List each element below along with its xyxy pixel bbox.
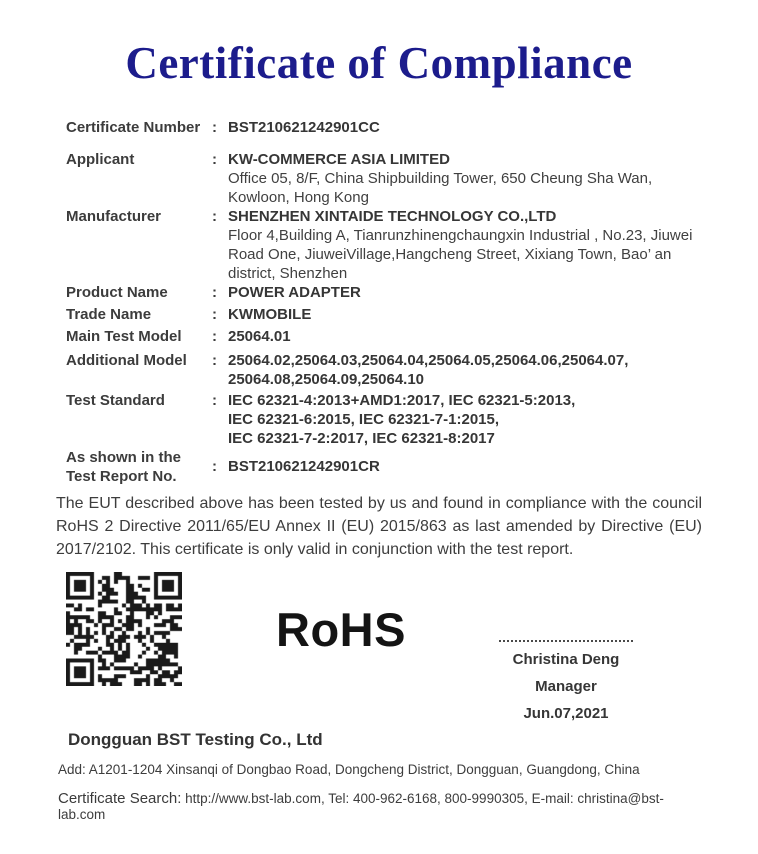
test-standard-line1: IEC 62321-4:2013+AMD1:2017, IEC 62321-5:2013, [228, 391, 576, 409]
manufacturer-address-line2: Road One, JiuweiVillage,Hangcheng Street, Xixiang Town, Bao’ an [228, 245, 672, 263]
additional-model-label: Additional Model [66, 351, 187, 369]
test-report-label-line2: Test Report No. [66, 467, 177, 485]
signatory-title: Manager [535, 677, 597, 695]
mark-and-signature-section [56, 572, 702, 730]
field-colon: : [212, 351, 217, 369]
main-test-model-value: 25064.01 [228, 327, 291, 345]
applicant-address-line2: Kowloon, Hong Kong [228, 188, 369, 206]
test-report-label-line1: As shown in the [66, 448, 182, 466]
main-test-model-label: Main Test Model [66, 327, 182, 345]
field-colon: : [212, 283, 217, 301]
field-row-additional-model [66, 351, 702, 389]
qr-code [66, 572, 182, 686]
certificate-number-value: BST210621242901CC [228, 118, 380, 136]
field-colon: : [212, 207, 217, 225]
field-row-trade-name [66, 305, 702, 324]
trade-name-label: Trade Name [66, 305, 152, 323]
applicant-address-line1: Office 05, 8/F, China Shipbuilding Tower, 650 Cheung Sha Wan, [228, 169, 653, 187]
field-colon: : [212, 150, 217, 168]
field-row-test-report-number [66, 448, 702, 486]
compliance-statement: The EUT described above has been tested by us and found in compliance with the council RoHS 2 Directive 2011/65/EU Annex II (EU) 2015/863 as last amended by Directive (EU) 2017/2102. This certificate is only valid in conjunction with the test report. [56, 494, 702, 558]
issuer-company-name: Dongguan BST Testing Co., Ltd [68, 729, 323, 749]
page-title: Certificate of Compliance [125, 38, 633, 88]
field-row-test-standard [66, 391, 702, 448]
certificate-number-label: Certificate Number [66, 118, 201, 136]
rohs-mark: RoHS [276, 602, 406, 656]
test-standard-line3: IEC 62321-7-2:2017, IEC 62321-8:2017 [228, 429, 495, 447]
field-row-main-test-model [66, 327, 702, 346]
trade-name-value: KWMOBILE [228, 305, 312, 323]
field-row-product-name [66, 283, 702, 302]
field-colon: : [212, 305, 217, 323]
issuer-footer [56, 730, 702, 822]
signature-block [446, 634, 686, 723]
certificate-search-label: Certificate Search: [58, 789, 182, 807]
manufacturer-address-line1: Floor 4,Building A, Tianrunzhinengchaungxin Industrial , No.23, Jiuwei [228, 226, 693, 244]
certificate-search-line [58, 790, 702, 822]
applicant-label: Applicant [66, 150, 135, 168]
issuer-address: Add: A1201-1204 Xinsanqi of Dongbao Road, Dongcheng District, Dongguan, Guangdong, China [58, 761, 640, 777]
signatory-name: Christina Deng [512, 650, 620, 668]
product-name-label: Product Name [66, 283, 168, 301]
field-row-manufacturer [66, 207, 702, 283]
field-colon: : [212, 327, 217, 345]
manufacturer-address-line3: district, Shenzhen [228, 264, 348, 282]
test-report-value: BST210621242901CR [228, 458, 380, 476]
test-standard-line2: IEC 62321-6:2015, IEC 62321-7-1:2015, [228, 410, 500, 428]
field-row-certificate-number [66, 118, 702, 137]
field-row-applicant [66, 150, 702, 207]
certificate-search-info: http://www.bst-lab.com, Tel: 400-962-6168, 800-9990305, E-mail: christina@bst-lab.com [58, 790, 664, 822]
product-name-value: POWER ADAPTER [228, 283, 361, 301]
certificate-fields [56, 118, 702, 486]
signature-date: Jun.07,2021 [523, 704, 609, 722]
field-colon: : [212, 391, 217, 409]
applicant-name: KW-COMMERCE ASIA LIMITED [228, 150, 450, 168]
manufacturer-label: Manufacturer [66, 207, 162, 225]
test-report-label [66, 448, 212, 486]
additional-model-line1: 25064.02,25064.03,25064.04,25064.05,25064.06,25064.07, [228, 351, 629, 369]
manufacturer-name: SHENZHEN XINTAIDE TECHNOLOGY CO.,LTD [228, 207, 557, 225]
field-colon: : [212, 458, 217, 476]
additional-model-line2: 25064.08,25064.09,25064.10 [228, 370, 425, 388]
field-colon: : [212, 118, 217, 136]
signature-dotted-line [499, 634, 633, 642]
test-standard-label: Test Standard [66, 391, 165, 409]
